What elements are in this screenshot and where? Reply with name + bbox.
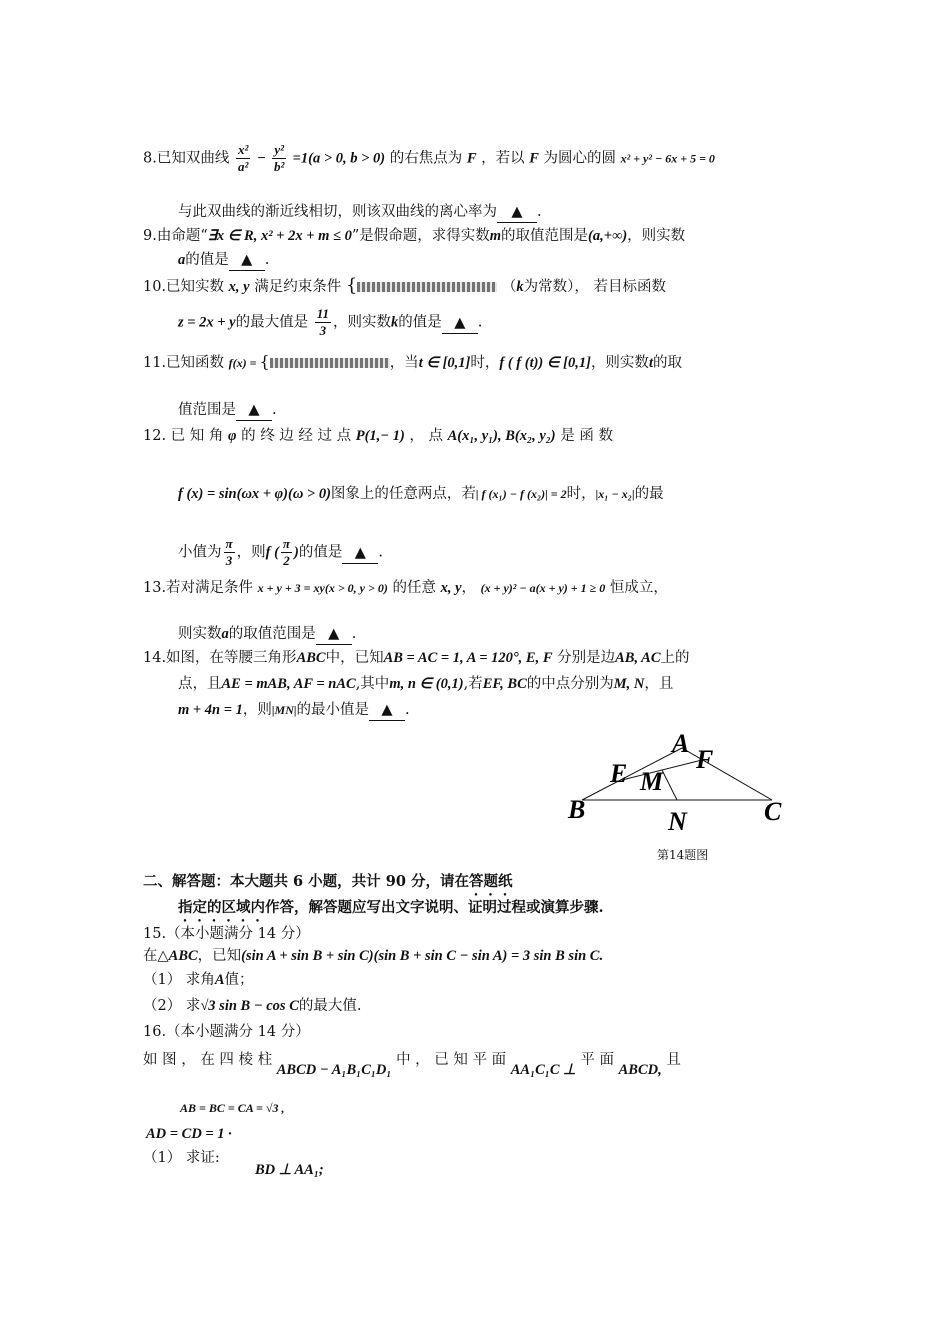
q10-answer-blank[interactable]: ▲	[442, 313, 478, 334]
figure-label-A: A	[672, 729, 690, 758]
q8-condition: =1(a > 0, b > 0)	[292, 150, 386, 167]
q15-line1: 在△ABC，已知(sin A + sin B + sin C)(sin B + sin C − sin A) = 3 sin B sin C.	[143, 948, 604, 964]
q15-equation: (sin A + sin B + sin C)(sin B + sin C − sin A) = 3 sin B sin C.	[241, 948, 604, 964]
q10-k2: k	[391, 314, 399, 331]
q13-a: a	[221, 626, 229, 642]
q12-point-P: P(1,− 1)	[355, 428, 405, 444]
q8-F: F	[466, 150, 477, 167]
q12-line2	[178, 484, 664, 504]
figure-label-F: F	[696, 745, 714, 774]
q10-line1	[143, 276, 666, 297]
q16-proof: BD ⊥ AA₁;	[255, 1162, 324, 1178]
q12-text-f: 时，	[566, 486, 596, 502]
q14-figure-caption: 第14题图	[657, 848, 709, 862]
q10-line2: z = 2x + y的最大值是 $\frac{11}{3}$ ，则实数k的值是 ▲ .	[178, 306, 483, 338]
q12-text-b: 的 终 边 经 过 点	[241, 428, 352, 444]
q14-abs-mn: |MN|	[271, 703, 297, 717]
q10-constraint-image	[357, 282, 497, 292]
q13-text-d: 恒成立，	[609, 580, 668, 596]
segment-MN	[662, 770, 677, 800]
q9-text-c: 的取值范围是	[501, 228, 589, 244]
figure-label-N: N	[668, 807, 687, 836]
q12-text-d: 是 函 数	[560, 428, 613, 444]
q14-segments: EF, BC	[482, 676, 527, 692]
q8-fraction-x: $\frac{\text{x²}}{\text{a²}}$	[237, 142, 249, 174]
q14-sides: AB, AC	[615, 650, 661, 666]
q12-phi: φ	[228, 428, 237, 444]
q12-line1	[143, 426, 613, 446]
q16-base: ABCD,	[618, 1062, 662, 1078]
q8-text-circle: 为圆心的圆	[543, 150, 616, 167]
q13-line2: 则实数a的取值范围是 ▲ .	[178, 624, 356, 645]
q8-circle-eq: x² + y² − 6x + 5 = 0	[620, 151, 715, 166]
q11-piecewise-image	[270, 358, 390, 368]
q9-text-a: 9.由命题“	[143, 228, 208, 244]
q12-function: f (x) = sin(ωx + φ)(ω > 0)	[178, 486, 331, 502]
q10-text-g: 的值是	[398, 314, 442, 331]
section2-line2: 指定的区域内作答，解答题应写出文字说明、证明过程或演算步骤.	[178, 899, 604, 916]
q11-text-d: ，则实数	[590, 355, 649, 371]
q12-text-c: ， 点	[409, 428, 444, 444]
figure-label-C: C	[764, 797, 782, 826]
q14-MN: M, N	[613, 676, 645, 692]
q14-line1: 14.如图，在等腰三角形ABC中，已知AB = AC = 1, A = 120°, E, F 分别是边AB, AC上的	[143, 650, 690, 666]
q11-line1: 11.已知函数 f(x) = { ，当t ∈ [0,1]时，f ( f (t)) ∈ [0,1]，则实数t的取	[143, 352, 682, 371]
q8-text-if: ，若以	[481, 150, 525, 167]
q11-text-e: 的取	[652, 355, 682, 371]
q14-abc: ABC	[296, 650, 326, 666]
q11-text-b: ，当	[389, 355, 419, 371]
q12-text-e: 图象上的任意两点，若	[330, 486, 476, 502]
q15-A: A	[214, 972, 225, 988]
q12-text-g: 的最	[634, 486, 664, 502]
q14-line3: m + 4n = 1，则|MN|的最小值是 ▲ .	[178, 700, 410, 721]
q12-abs2: |x₁ − x₂|	[595, 487, 635, 501]
q13-text-a: 13.若对满足条件	[143, 580, 254, 596]
q16-line2: AB = BC = CA = √3 ,	[180, 1101, 285, 1115]
q10-xy: x, y	[228, 279, 250, 295]
q12-points-AB: A(x₁, y₁), B(x₂, y₂)	[447, 428, 556, 444]
q11-cond2: f ( f (t)) ∈ [0,1]	[499, 355, 591, 371]
q8-text-focus: 的右焦点为	[389, 150, 463, 167]
q16-part1: （1） 求证:	[143, 1150, 220, 1166]
q14-line2: 点，且AE = mAB, AF = nAC,其中m, n ∈ (0,1),若EF, BC的中点分别为M, N，且	[178, 676, 674, 692]
q14-triangle-figure	[560, 728, 810, 838]
q10-text-f: ，则实数	[333, 314, 392, 331]
q11-line2: 值范围是 ▲ .	[178, 400, 277, 421]
section2-emphasis-paper: 答题纸	[468, 873, 513, 890]
q12-text-h: 小值为	[178, 544, 222, 561]
q9-a: a	[178, 252, 186, 268]
q10-fraction: $\frac{11}{3}$	[316, 306, 330, 338]
q11-t: t	[648, 355, 653, 371]
q8-line1: 8.已知双曲线 $\frac{\text{x²}}{\text{a²}}$ − $\frac{\text{y²}}{\text{b²}}$ =1(a > 0, b > 0) 的右焦点为 F ，若以 F 为圆心的圆 x² + y² − 6x + 5 = 0	[143, 142, 715, 174]
q9-line2-text: 的值是	[185, 252, 229, 268]
q9-text-d: ，则实数	[627, 228, 686, 244]
q12-abs1: | f (x₁) − f (x₂)| = 2	[475, 487, 567, 501]
q8-number-text: 8.已知双曲线	[143, 150, 230, 167]
q15-heading: 15.（本小题满分 14 分）	[143, 926, 310, 942]
segment-BA	[582, 748, 682, 800]
q10-brace: {	[345, 275, 358, 296]
q10-text-a: 10.已知实数	[143, 279, 225, 295]
q12-answer-blank[interactable]: ▲	[342, 543, 378, 564]
q11-f-label: f(x) =	[228, 356, 260, 370]
q16-plane: AA₁C₁C ⊥	[510, 1062, 576, 1078]
q16-line1: 如 图 ， 在 四 棱 柱 ABCD − A₁B₁C₁D₁ 中 ， 已 知 平 面 AA₁C₁C ⊥ 平 面 ABCD, 且	[143, 1052, 681, 1078]
q8-line2: 与此双曲线的渐近线相切，则该双曲线的离心率为 ▲ .	[178, 202, 542, 223]
q11-text-a: 11.已知函数	[143, 355, 225, 371]
q12-text-i: ，则	[236, 544, 266, 561]
q13-answer-blank[interactable]: ▲	[316, 624, 352, 645]
q9-m: m	[489, 228, 502, 244]
q10-text-b: 满足约束条件	[254, 279, 342, 295]
q14-answer-blank[interactable]: ▲	[369, 700, 405, 721]
q12-fraction-pi3: $\frac{\pi}{3}$	[225, 536, 233, 568]
figure-label-M: M	[640, 767, 664, 796]
q9-range: (a,+∞)	[588, 228, 628, 244]
q9-line2: a的值是 ▲ .	[178, 250, 269, 271]
q12-fraction-pi2: $\frac{\pi}{2}$	[282, 536, 291, 568]
q9-answer-blank[interactable]: ▲	[229, 250, 265, 271]
q8-fraction-y: $\frac{\text{y²}}{\text{b²}}$	[274, 142, 285, 174]
q16-prism: ABCD − A₁B₁C₁D₁	[276, 1062, 392, 1078]
q11-answer-blank[interactable]: ▲	[236, 400, 272, 421]
q10-text-e: 的最大值是	[235, 314, 309, 331]
q13-xy: x, y	[440, 580, 462, 596]
q9-line1	[143, 226, 685, 246]
q13-inequality: (x + y)² − a(x + y) + 1 ≥ 0	[480, 581, 606, 595]
q12-text-a: 12. 已 知 角	[143, 428, 224, 444]
q10-text-c: （	[501, 279, 517, 295]
q15-part1: （1） 求角A值；	[143, 972, 254, 988]
q9-text-b: ”是假命题，求得实数	[351, 228, 490, 244]
q10-k: k	[516, 279, 524, 295]
q11-line2-text: 值范围是	[178, 402, 236, 418]
q8-line2-text: 与此双曲线的渐近线相切，则该双曲线的离心率为	[178, 204, 497, 220]
q15-expression: √3 sin B − cos C	[200, 998, 299, 1014]
q16-line3: AD = CD = 1 ·	[146, 1126, 232, 1142]
q14-vectors: AE = mAB, AF = nAC	[221, 676, 356, 692]
q8-answer-blank[interactable]: ▲	[497, 202, 537, 223]
q8-F2: F	[529, 150, 539, 167]
q15-abc: ABC	[168, 948, 198, 964]
section2-line1: 二、解答题：本大题共 6 小题，共计 90 分，请在答题纸	[143, 873, 513, 890]
q14-constraint: m + 4n = 1	[178, 702, 243, 718]
q13-line1: 13.若对满足条件 x + y + 3 = xy(x > 0, y > 0) 的任意 x, y， (x + y)² − a(x + y) + 1 ≥ 0 恒成立，	[143, 580, 668, 596]
q12-text-j: 的值是	[298, 544, 343, 561]
figure-label-B: B	[568, 795, 586, 824]
q11-cond: t ∈ [0,1]	[418, 355, 471, 371]
q10-text-d: 为常数）， 若目标函数	[523, 279, 666, 295]
q11-text-c: 时，	[470, 355, 500, 371]
q16-heading: 16.（本小题满分 14 分）	[143, 1024, 310, 1040]
q14-mn-range: m, n ∈ (0,1)	[389, 676, 464, 692]
section2-emphasis-area: 指定的区域内	[178, 899, 265, 916]
q12-line3: 小值为 $\frac{\pi}{3}$ ，则f ( $\frac{\pi}{2}$ )的值是 ▲ .	[178, 536, 383, 568]
q13-text-b: 的任意	[392, 580, 436, 596]
q14-condition: AB = AC = 1, A = 120°, E, F	[383, 650, 553, 666]
q9-proposition: ∃x ∈ R, x² + 2x + m ≤ 0	[207, 228, 352, 244]
q15-part2: （2） 求√3 sin B − cos C的最大值.	[143, 998, 362, 1014]
q13-condition: x + y + 3 = xy(x > 0, y > 0)	[257, 581, 388, 595]
q10-objective: z = 2x + y	[178, 314, 236, 331]
figure-label-E: E	[610, 759, 628, 788]
